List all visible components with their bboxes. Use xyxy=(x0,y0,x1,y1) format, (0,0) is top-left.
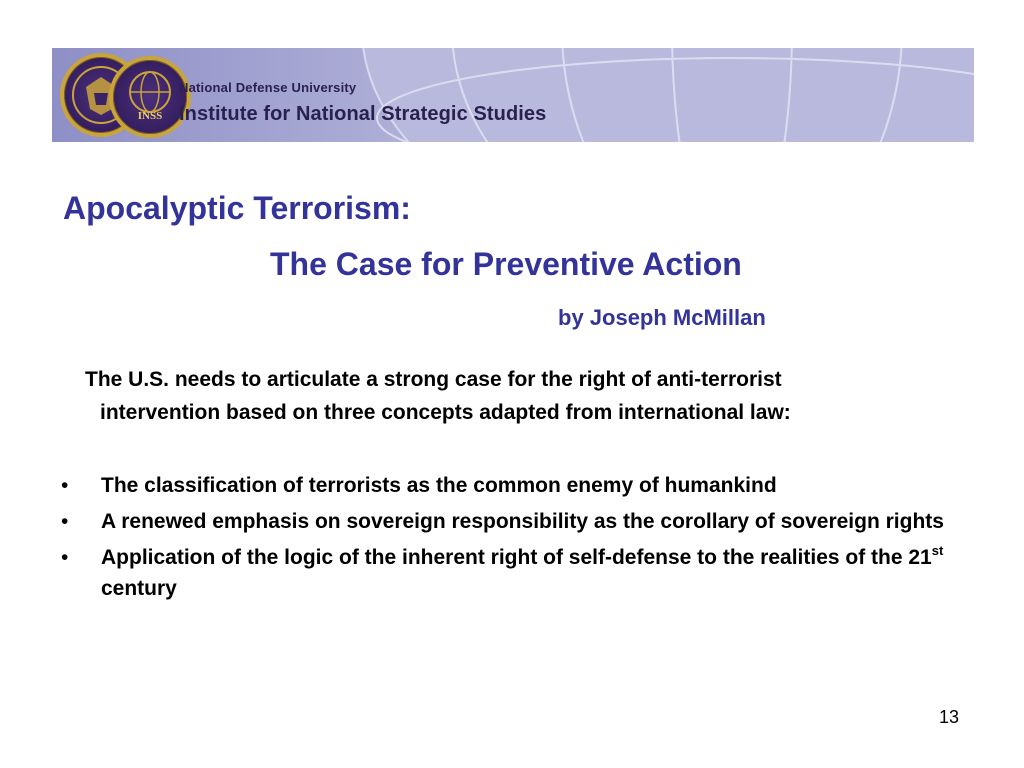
inss-seal-text: INSS xyxy=(137,110,163,122)
globe-graphic xyxy=(352,48,974,142)
slide-subtitle: The Case for Preventive Action xyxy=(270,246,742,282)
ordinal-suffix: st xyxy=(931,543,944,558)
list-item xyxy=(55,506,955,537)
header-banner xyxy=(52,48,974,142)
bullet-marker: • xyxy=(61,546,69,569)
bullet-text-2: A renewed emphasis on sovereign responsibility as the corollary of sovereign rights xyxy=(101,510,944,533)
author-byline: by Joseph McMillan xyxy=(558,305,766,330)
list-item xyxy=(55,470,955,501)
bullet-text-3-main: Application of the logic of the inherent right of self-defense to the realities of the 21 xyxy=(101,546,932,569)
slide-title: Apocalyptic Terrorism: xyxy=(63,190,411,226)
org-name-inss: Institute for National Strategic Studies xyxy=(179,103,547,125)
bullet-text-3-tail: century xyxy=(101,577,177,600)
list-item xyxy=(55,542,955,604)
intro-line-2: intervention based on three concepts adapted from international law: xyxy=(100,401,791,424)
bullet-text-3 xyxy=(101,543,944,600)
intro-line-1: The U.S. needs to articulate a strong case for the right of anti-terrorist xyxy=(85,368,782,391)
intro-paragraph xyxy=(85,363,965,429)
bullet-marker: • xyxy=(61,510,69,533)
bullet-marker: • xyxy=(61,474,69,497)
bullet-text-1: The classification of terrorists as the common enemy of humankind xyxy=(101,474,777,497)
org-name-ndu: National Defense University xyxy=(179,80,357,95)
bullet-list xyxy=(55,470,955,609)
page-number: 13 xyxy=(939,707,960,727)
